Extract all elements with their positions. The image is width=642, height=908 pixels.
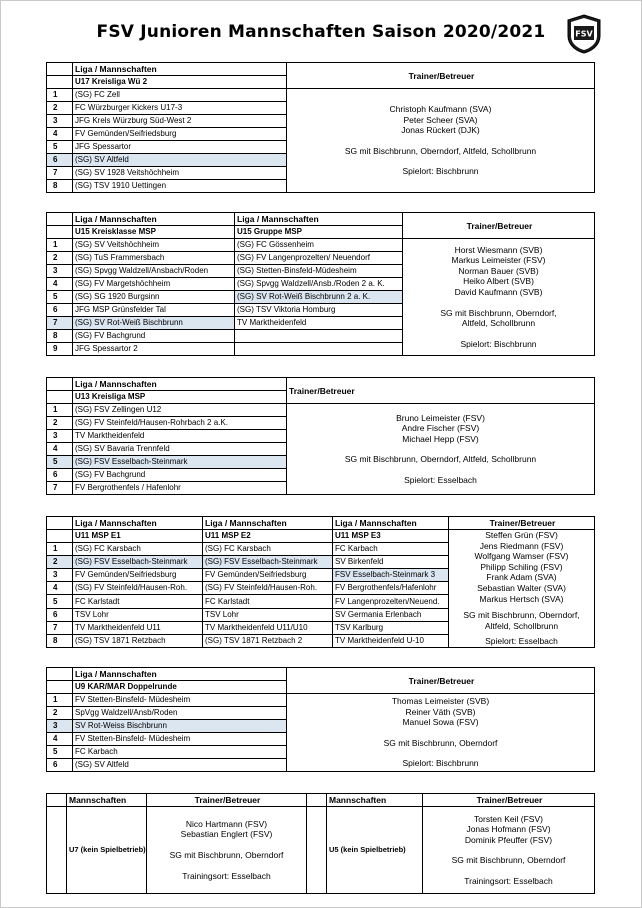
u5-corner bbox=[307, 794, 327, 807]
u11-team-3: TSV Karlburg bbox=[333, 621, 449, 634]
u5-trainer: Dominik Pfeuffer (FSV) bbox=[464, 834, 553, 845]
row-number: 7 bbox=[47, 167, 73, 180]
u13-trainer: Bruno Leimeister (FSV) bbox=[396, 412, 485, 423]
u13-liga-header: Liga / Mannschaften bbox=[73, 378, 287, 391]
u11-team-2-own: (SG) FSV Esselbach-Steinmark bbox=[203, 556, 333, 569]
u11-team-3: FC Karbach bbox=[333, 543, 449, 556]
u17-team: JFG Krels Würzburg Süd-West 2 bbox=[73, 115, 287, 128]
u9-trainer: Manuel Sowa (FSV) bbox=[402, 717, 479, 728]
u11-team-3: SV Birkenfeld bbox=[333, 556, 449, 569]
u15-group-num bbox=[47, 226, 73, 239]
u9-team: FV Stetten-Binsfeld- Müdesheim bbox=[73, 733, 287, 746]
u11-team-1: TSV Lohr bbox=[73, 608, 203, 621]
u15-team-a: (SG) TuS Frammersbach bbox=[73, 252, 235, 265]
u17-team-own: (SG) SV Altfeld bbox=[73, 154, 287, 167]
u11-trainers-cell bbox=[449, 530, 595, 648]
u9-team-own: SV Rot-Weiss Bischbrunn bbox=[73, 720, 287, 733]
row-number: 4 bbox=[47, 128, 73, 141]
u15-team-a: (SG) FV Bachgrund bbox=[73, 330, 235, 343]
u9-spielort: Spielort: Bischbrunn bbox=[402, 758, 479, 769]
row-number: 7 bbox=[47, 482, 73, 495]
u15-team-a: (SG) FV Margetshöchheim bbox=[73, 278, 235, 291]
u13-team: (SG) FV Bachgrund bbox=[73, 469, 287, 482]
u11-group-3: U11 MSP E3 bbox=[333, 530, 449, 543]
u5-trainer-header: Trainer/Betreuer bbox=[423, 794, 595, 807]
u11-group-num bbox=[47, 530, 73, 543]
u11-team-1: FV Gemünden/Seifriedsburg bbox=[73, 569, 203, 582]
u9-corner bbox=[47, 668, 73, 681]
u11-team-3-own: FSV Esselbach-Steinmark 3 bbox=[333, 569, 449, 582]
u17-liga-header: Liga / Mannschaften bbox=[73, 63, 287, 76]
u7-trainer-header: Trainer/Betreuer bbox=[147, 794, 307, 807]
u5-mannschaften-header: Mannschaften bbox=[327, 794, 423, 807]
u11-team-2: (SG) TSV 1871 Retzbach 2 bbox=[203, 634, 333, 647]
u11-team-2: (SG) FC Karsbach bbox=[203, 543, 333, 556]
u11-team-3: SV Germania Erlenbach bbox=[333, 608, 449, 621]
u15-team-a: JFG Spessartor 2 bbox=[73, 343, 235, 356]
u5-label: U5 (kein Spielbetrieb) bbox=[327, 807, 423, 894]
row-number: 2 bbox=[47, 252, 73, 265]
u13-trainers-cell bbox=[287, 404, 595, 495]
row-number: 6 bbox=[47, 759, 73, 772]
u7-trainingsort: Trainingsort: Esselbach bbox=[182, 870, 271, 881]
u13-team: FV Bergrothenfels / Hafenlohr bbox=[73, 482, 287, 495]
u17-corner bbox=[47, 63, 73, 76]
u17-trainer: Jonas Rückert (DJK) bbox=[401, 125, 480, 136]
u11-spielort: Spielort: Esselbach bbox=[485, 636, 558, 647]
u15-group-b: U15 Gruppe MSP bbox=[235, 226, 403, 239]
u17-team: (SG) FC Zell bbox=[73, 89, 287, 102]
u5-trainer: Jonas Hofmann (FSV) bbox=[466, 824, 551, 835]
u9-team: FC Karbach bbox=[73, 746, 287, 759]
u15-team-a: (SG) Spvgg Waldzell/Ansbach/Roden bbox=[73, 265, 235, 278]
row-number: 4 bbox=[47, 443, 73, 456]
u15-sg-note: SG mit Bischbrunn, Oberndorf, bbox=[440, 307, 557, 318]
u11-trainer: Jens Riedmann (FSV) bbox=[479, 540, 564, 551]
u11-trainer: Philipp Schiling (FSV) bbox=[480, 561, 563, 572]
u9-group-num bbox=[47, 681, 73, 694]
row-number: 2 bbox=[47, 707, 73, 720]
u5-trainingsort: Trainingsort: Esselbach bbox=[464, 875, 553, 886]
row-number: 6 bbox=[47, 469, 73, 482]
u13-group-num bbox=[47, 391, 73, 404]
u13-sg-note: SG mit Bischbrunn, Oberndorf, Altfeld, Schollbrunn bbox=[344, 454, 537, 465]
row-number: 5 bbox=[47, 291, 73, 304]
u11-trainer: Steffen Grün (FSV) bbox=[485, 530, 558, 540]
u15-trainer: David Kaufmann (SVB) bbox=[454, 287, 543, 297]
u13-corner bbox=[47, 378, 73, 391]
row-number: 3 bbox=[47, 720, 73, 733]
row-number: 2 bbox=[47, 417, 73, 430]
row-number: 3 bbox=[47, 265, 73, 278]
u9-sg-note: SG mit Bischbrunn, Oberndorf bbox=[383, 737, 498, 748]
u7-label: U7 (kein Spielbetrieb) bbox=[67, 807, 147, 894]
u11-group-1: U11 MSP E1 bbox=[73, 530, 203, 543]
u17-trainer-header: Trainer/Betreuer bbox=[287, 63, 595, 89]
u11-team-2: FC Karlstadt bbox=[203, 595, 333, 608]
u11-sg-note: SG mit Bischbrunn, Oberndorf, bbox=[463, 610, 580, 621]
u13-trainer: Andre Fischer (FSV) bbox=[401, 423, 480, 434]
u15-corner bbox=[47, 213, 73, 226]
u11-team-1: (SG) FC Karsbach bbox=[73, 543, 203, 556]
u15-table bbox=[46, 212, 595, 356]
row-number: 3 bbox=[47, 430, 73, 443]
u7-trainers-cell bbox=[147, 807, 307, 894]
u15-team-b: (SG) TSV Viktoria Homburg bbox=[235, 304, 403, 317]
u11-liga-header-3: Liga / Mannschaften bbox=[333, 517, 449, 530]
u15-team-b: TV Marktheidenfeld bbox=[235, 317, 403, 330]
u15-trainer: Heiko Albert (SVB) bbox=[463, 276, 534, 287]
u9-team: (SG) SV Altfeld bbox=[73, 759, 287, 772]
u11-table bbox=[46, 516, 595, 648]
u15-team-b-empty bbox=[235, 330, 403, 343]
u11-team-1: (SG) TSV 1871 Retzbach bbox=[73, 634, 203, 647]
u11-liga-header-2: Liga / Mannschaften bbox=[203, 517, 333, 530]
u13-team-own: (SG) FSV Esselbach-Steinmark bbox=[73, 456, 287, 469]
u9-trainer: Reiner Väth (SVB) bbox=[405, 706, 476, 717]
u15-team-a: (SG) SV Veitshöchheim bbox=[73, 239, 235, 252]
row-number: 3 bbox=[47, 569, 73, 582]
u11-team-1-own: (SG) FSV Esselbach-Steinmark bbox=[73, 556, 203, 569]
u13-team: (SG) SV Bavaria Trennfeld bbox=[73, 443, 287, 456]
u13-table bbox=[46, 377, 595, 495]
u11-team-3: FV Langenprozelten/Neuend. bbox=[333, 595, 449, 608]
u11-liga-header-1: Liga / Mannschaften bbox=[73, 517, 203, 530]
u13-team: (SG) FV Steinfeld/Hausen-Rohrbach 2 a.K. bbox=[73, 417, 287, 430]
row-number: 4 bbox=[47, 278, 73, 291]
u15-team-b-own: (SG) SV Rot-Weiß Bischbrunn 2 a. K. bbox=[235, 291, 403, 304]
u9-trainer-header: Trainer/Betreuer bbox=[287, 668, 595, 694]
u15-liga-header-a: Liga / Mannschaften bbox=[73, 213, 235, 226]
u9-trainer: Thomas Leimeister (SVB) bbox=[391, 696, 490, 707]
row-number: 1 bbox=[47, 89, 73, 102]
u15-team-a: JFG MSP Grünsfelder Tal bbox=[73, 304, 235, 317]
u9-team: FV Stetten-Binsfeld- Müdesheim bbox=[73, 694, 287, 707]
u11-team-2: (SG) FV Steinfeld/Hausen-Roh. bbox=[203, 582, 333, 595]
u7-trainer: Sebastian Englert (FSV) bbox=[180, 829, 273, 840]
u17-team: FV Gemünden/Seifriedsburg bbox=[73, 128, 287, 141]
u7-u5-table bbox=[46, 793, 595, 894]
u7-sg-note: SG mit Bischbrunn, Oberndorf bbox=[169, 850, 284, 860]
u17-trainer: Peter Scheer (SVA) bbox=[403, 114, 478, 125]
u9-team: SpVgg Waldzell/Ansb/Roden bbox=[73, 707, 287, 720]
svg-text:FSV: FSV bbox=[575, 29, 593, 39]
u11-team-2: FV Gemünden/Seifriedsburg bbox=[203, 569, 333, 582]
row-number: 1 bbox=[47, 543, 73, 556]
u17-trainer: Christoph Kaufmann (SVA) bbox=[389, 104, 492, 115]
u17-team: (SG) TSV 1910 Uettingen bbox=[73, 180, 287, 193]
u15-team-b: (SG) FV Langenprozelten/ Neuendorf bbox=[235, 252, 403, 265]
u15-group-a: U15 Kreisklasse MSP bbox=[73, 226, 235, 239]
u15-team-a-own: (SG) SV Rot-Weiß Bischbrunn bbox=[73, 317, 235, 330]
u15-spielort: Spielort: Bischbrunn bbox=[460, 338, 537, 349]
u5-sg-note: SG mit Bischbrunn, Oberndorf bbox=[451, 855, 566, 866]
u15-trainer: Horst Wiesmann (SVB) bbox=[454, 244, 543, 255]
u11-trainer: Frank Adam (SVA) bbox=[486, 572, 557, 583]
u13-trainer-header: Trainer/Betreuer bbox=[287, 378, 595, 404]
u11-team-3: TV Marktheidenfeld U-10 bbox=[333, 634, 449, 647]
row-number: 8 bbox=[47, 180, 73, 193]
club-logo bbox=[566, 14, 602, 54]
row-number: 1 bbox=[47, 694, 73, 707]
row-number: 1 bbox=[47, 404, 73, 417]
u17-table bbox=[46, 62, 595, 193]
row-number: 5 bbox=[47, 456, 73, 469]
u9-trainers-cell bbox=[287, 694, 595, 772]
u17-spielort: Spielort: Bischbrunn bbox=[402, 166, 479, 177]
row-number: 3 bbox=[47, 115, 73, 128]
row-number: 4 bbox=[47, 733, 73, 746]
row-number: 6 bbox=[47, 154, 73, 167]
u7-trainer: Nico Hartmann (FSV) bbox=[185, 818, 268, 829]
row-number: 4 bbox=[47, 582, 73, 595]
u15-liga-header-b: Liga / Mannschaften bbox=[235, 213, 403, 226]
row-number: 5 bbox=[47, 746, 73, 759]
row-number: 1 bbox=[47, 239, 73, 252]
u11-team-1: FC Karlstadt bbox=[73, 595, 203, 608]
u17-team: FC Würzburger Kickers U17-3 bbox=[73, 102, 287, 115]
u7-mannschaften-header: Mannschaften bbox=[67, 794, 147, 807]
u5-num-empty bbox=[307, 807, 327, 894]
row-number: 5 bbox=[47, 141, 73, 154]
u13-group-label: U13 Kreisliga MSP bbox=[73, 391, 287, 404]
u7-corner bbox=[47, 794, 67, 807]
u11-trainer-header: Trainer/Betreuer bbox=[449, 517, 595, 530]
u11-trainer: Markus Hertsch (SVA) bbox=[479, 593, 564, 604]
u15-team-b-empty bbox=[235, 343, 403, 356]
u11-team-2: TV Marktheidenfeld U11/U10 bbox=[203, 621, 333, 634]
row-number: 6 bbox=[47, 608, 73, 621]
u11-trainer: Wolfgang Wamser (FSV) bbox=[474, 551, 569, 562]
u13-trainer: Michael Hepp (FSV) bbox=[402, 433, 479, 444]
u15-team-a: (SG) SG 1920 Burgsinn bbox=[73, 291, 235, 304]
u15-team-b: (SG) FC Gössenheim bbox=[235, 239, 403, 252]
row-number: 6 bbox=[47, 304, 73, 317]
u15-sg-note: Altfeld, Schollbrunn bbox=[461, 318, 536, 329]
row-number: 2 bbox=[47, 556, 73, 569]
u11-team-1: (SG) FV Steinfeld/Hausen-Roh. bbox=[73, 582, 203, 595]
u11-trainer: Sebastian Walter (SVA) bbox=[477, 582, 566, 593]
row-number: 8 bbox=[47, 330, 73, 343]
u17-team: (SG) SV 1928 Veitshöchheim bbox=[73, 167, 287, 180]
u17-group-label: U17 Kreisliga Wü 2 bbox=[73, 76, 287, 89]
row-number: 7 bbox=[47, 317, 73, 330]
u17-sg-note: SG mit Bischbrunn, Oberndorf, Altfeld, Schollbrunn bbox=[344, 145, 537, 156]
u15-trainer: Norman Bauer (SVB) bbox=[458, 265, 539, 276]
u11-sg-note: Altfeld, Schollbrunn bbox=[484, 620, 559, 631]
u11-group-2: U11 MSP E2 bbox=[203, 530, 333, 543]
u13-team: (SG) FSV Zellingen U12 bbox=[73, 404, 287, 417]
row-number: 5 bbox=[47, 595, 73, 608]
u17-team: JFG Spessartor bbox=[73, 141, 287, 154]
u15-trainer: Markus Leimeister (FSV) bbox=[451, 255, 546, 266]
row-number: 2 bbox=[47, 102, 73, 115]
u13-team: TV Marktheidenfeld bbox=[73, 430, 287, 443]
u17-trainers-cell bbox=[287, 89, 595, 193]
u15-trainers-cell bbox=[403, 239, 595, 356]
u15-team-b: (SG) Spvgg Waldzell/Ansb./Roden 2 a. K. bbox=[235, 278, 403, 291]
u9-group-label: U9 KAR/MAR Doppelrunde bbox=[73, 681, 287, 694]
u11-corner bbox=[47, 517, 73, 530]
u9-liga-header: Liga / Mannschaften bbox=[73, 668, 287, 681]
u11-team-2: TSV Lohr bbox=[203, 608, 333, 621]
u15-trainer-header: Trainer/Betreuer bbox=[403, 213, 595, 239]
page-title: FSV Junioren Mannschaften Saison 2020/2021 bbox=[96, 22, 546, 42]
u9-table bbox=[46, 667, 595, 772]
u5-trainers-cell bbox=[423, 807, 595, 894]
row-number: 7 bbox=[47, 621, 73, 634]
u5-trainer: Torsten Keil (FSV) bbox=[474, 813, 543, 824]
u11-team-1: TV Marktheidenfeld U11 bbox=[73, 621, 203, 634]
row-number: 9 bbox=[47, 343, 73, 356]
row-number: 8 bbox=[47, 634, 73, 647]
u15-team-b: (SG) Stetten-Binsfeld-Müdesheim bbox=[235, 265, 403, 278]
u11-team-3: FV Bergrothenfels/Hafenlohr bbox=[333, 582, 449, 595]
u7-num-empty bbox=[47, 807, 67, 894]
u17-group-num bbox=[47, 76, 73, 89]
u13-spielort: Spielort: Esselbach bbox=[404, 474, 477, 485]
